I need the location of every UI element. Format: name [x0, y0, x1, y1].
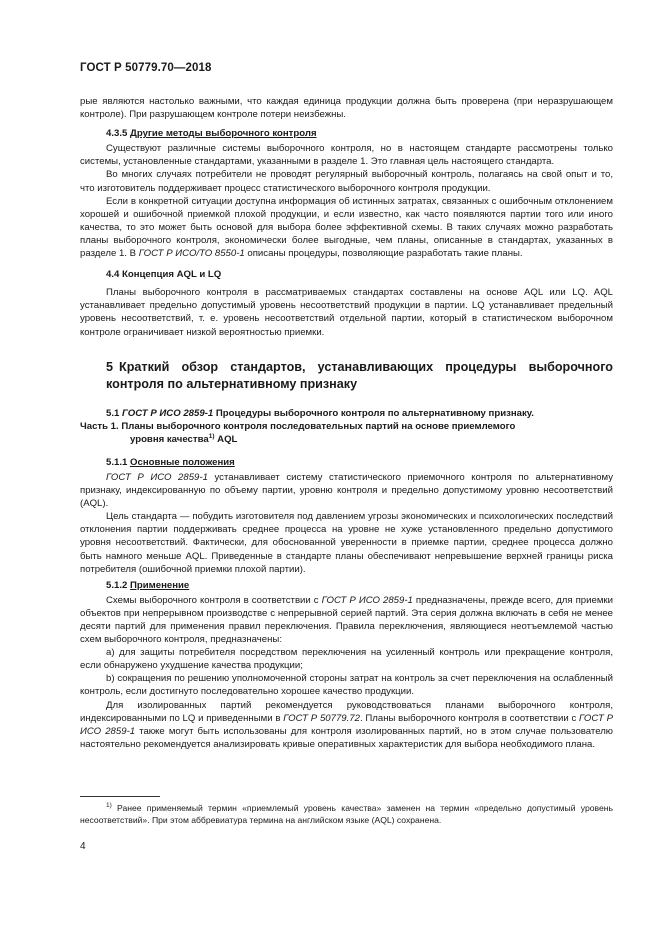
- paragraph-continuation: рые являются настолько важными, что каждая единица продукции должна быть проверена (при неразрушающем контроле). При разрушающем контроле потери неизбежны.: [80, 96, 613, 121]
- document-body: [80, 95, 613, 751]
- page-number: 4: [80, 841, 86, 852]
- section-5-1-1-heading: [106, 456, 613, 469]
- footnote-divider: [80, 796, 160, 797]
- paragraph: Цель стандарта — побудить изготовителя под давлением угрозы экономических и психологических последствий отклонения партии поддерживать среднее процесса на уровне не хуже установленного предельно допустимого уровня несоответствий. Фактически, для обоснованной уверенности в приемке партии, среднее процесса должно быть намного меньше AQL. Приведенные в стандарте планы обеспечивают непревышение верхней границы риска потребителя (ошибочной приемки плохой партии).: [80, 511, 613, 575]
- section-4-4-heading: [106, 268, 613, 281]
- paragraph: Планы выборочного контроля в рассматриваемых стандартах составлены на основе AQL или LQ. AQL устанавливает предельно допустимый уровень несоответствий продукции в партии. LQ устанавливает предельный уровень несоответствий, т. е. уровень несоответствий отдельной партии, который в статистическом выборочном контроле ограничивает низкой вероятностью приемки.: [80, 287, 613, 338]
- standard-reference: ГОСТ Р ИСО 2859-1: [80, 712, 614, 737]
- standard-reference: ГОСТ Р 50779.72: [283, 712, 360, 724]
- standard-reference: ГОСТ Р ИСО 2859-1: [321, 594, 413, 606]
- section-number: 5.1.2: [106, 579, 128, 591]
- section-5-heading: [106, 359, 613, 393]
- section-5-1-heading: 5.1 ГОСТ Р ИСО 2859-1 Процедуры выборочного контроля по альтернативному признаку. Часть 1. Планы выборочного контроля последовательных партий на основе приемлемого уровня качества$^{1)}$ AQL: [80, 407, 534, 445]
- section-number: 5.1.1: [106, 456, 128, 468]
- section-title: Краткий обзор стандартов, устанавливающих процедуры выборочного контроля по альтернативному признаку: [106, 359, 613, 391]
- list-item: a) для защиты потребителя посредством переключения на усиленный контроль или прекращение контроля, если обнаружено ухудшение качества продукции;: [80, 647, 613, 672]
- standard-reference: ГОСТ Р ИСО 2859-1: [106, 471, 208, 483]
- section-title: Другие методы выборочного контроля: [130, 128, 317, 140]
- paragraph: Во многих случаях потребители не проводят регулярный выборочный контроль, полагаясь на свой опыт и то, что изготовитель поддерживает процесс статистического выборочного контроля продукции.: [80, 169, 613, 194]
- paragraph: Если в конкретной ситуации доступна информация об истинных затратах, связанных с ошибочным отклонением хорошей и ошибочной приемкой плохой продукции, и если известно, как часто появляются партии того или иного качества, то это может быть основой для выбора более эффективной схемы. В таких случаях можно разработать планы выборочного контроля, экономически более выгодные, чем планы, описанные в стандартах, указанных в разделе 1. В ГОСТ Р ИСО/ТО 8550-1 описаны процедуры, позволяющие разработать такие планы.: [80, 195, 613, 260]
- standard-reference: ГОСТ Р ИСО 2859-1: [122, 407, 214, 419]
- footnote-text: Ранее применяемый термин «приемлемый уровень качества» заменен на термин «предельно допустимый уровень несоответствий». При этом аббревиатура термина на английском языке (AQL) сохранена.: [80, 803, 613, 825]
- footnote-marker: 1): [208, 432, 215, 440]
- section-number: 5.1: [106, 407, 120, 419]
- section-title: Основные положения: [130, 456, 235, 468]
- section-number: 5: [106, 359, 114, 374]
- section-title: Концепция AQL и LQ: [122, 269, 222, 281]
- standard-reference: ГОСТ Р ИСО/ТО 8550-1: [138, 248, 245, 260]
- paragraph: Схемы выборочного контроля в соответствии с ГОСТ Р ИСО 2859-1 предназначены, прежде всего, для приемки объектов при непрерывном производстве с непрерывной серией партий. Эта серия должна включать в себя не менее десяти партий для применения правил переключения. Правила переключения, являющиеся неотъемлемой частью схем выборочного контроля, предназначены:: [80, 594, 613, 646]
- section-number: 4.3.5: [106, 128, 128, 140]
- section-number: 4.4: [106, 269, 120, 281]
- document-header: ГОСТ Р 50779.70—2018: [80, 62, 212, 74]
- section-title: Применение: [130, 579, 190, 591]
- footnote: [80, 802, 613, 826]
- paragraph: ГОСТ Р ИСО 2859-1 устанавливает систему статистического приемочного контроля по альтернативному признаку, индексированную по объему партии, уровню контроля и предельно допустимому уровню несоответствий (AQL).: [80, 471, 613, 510]
- paragraph: Для изолированных партий рекомендуется руководствоваться планами выборочного контроля, индексированными по LQ и приведенными в ГОСТ Р 50779.72. Планы выборочного контроля в соответствии с ГОСТ Р ИСО 2859-1 также могут быть использованы для контроля изолированных партий, но в этом случае пользователю настоятельно рекомендуется анализировать кривые оперативных характеристик для выбора необходимого плана.: [80, 699, 614, 750]
- section-4-3-5-heading: [106, 127, 613, 140]
- footnote-marker: 1): [106, 802, 112, 809]
- list-item: b) сокращения по решению уполномоченной стороны затрат на контроль за счет переключения на ослабленный контроль, если достигнуто последовательно хорошее качество продукции.: [80, 673, 613, 698]
- paragraph: Существуют различные системы выборочного контроля, но в настоящем стандарте рассмотрены только системы, установленные стандартами, указанными в разделе 1. Это главная цель настоящего стандарта.: [80, 143, 613, 168]
- section-5-1-2-heading: [106, 579, 613, 592]
